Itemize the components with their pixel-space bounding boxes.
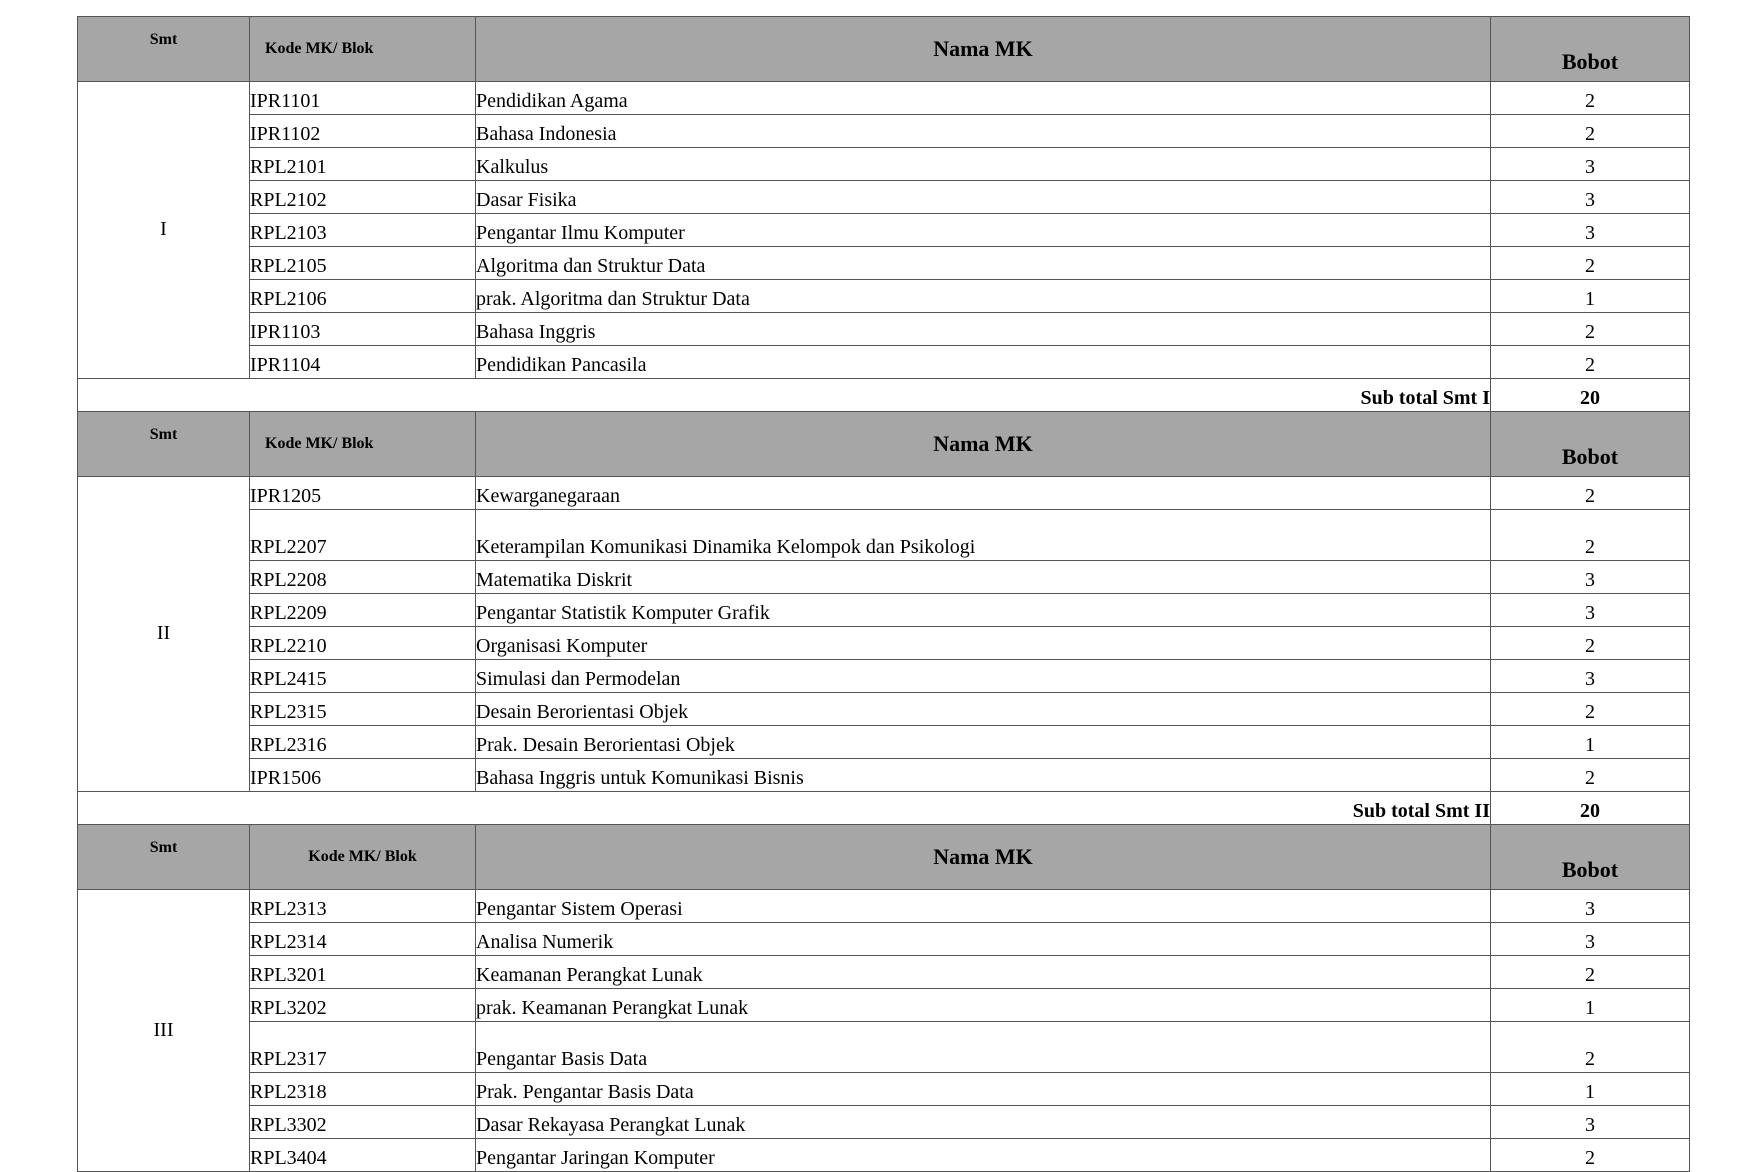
course-credit-cell: 2 (1491, 693, 1690, 726)
course-name-cell: Pengantar Basis Data (476, 1022, 1491, 1073)
semester-cell: I (78, 82, 250, 379)
course-credit-cell: 2 (1491, 115, 1690, 148)
course-credit-cell: 3 (1491, 923, 1690, 956)
subtotal-label: Sub total Smt I (78, 379, 1491, 412)
course-code-cell: RPL2314 (250, 923, 476, 956)
header-smt: Smt (78, 825, 250, 890)
course-code-cell: RPL2317 (250, 1022, 476, 1073)
header-kode: Kode MK/ Blok (250, 17, 476, 82)
table-row (78, 1139, 1690, 1172)
course-name-cell: Pengantar Statistik Komputer Grafik (476, 594, 1491, 627)
course-credit-cell: 2 (1491, 627, 1690, 660)
semester-cell: III (78, 890, 250, 1172)
course-code-cell: RPL2313 (250, 890, 476, 923)
table-header-row (78, 825, 1690, 890)
course-name-cell: Prak. Pengantar Basis Data (476, 1073, 1491, 1106)
course-name-cell: Bahasa Inggris untuk Komunikasi Bisnis (476, 759, 1491, 792)
course-name-cell: Pengantar Sistem Operasi (476, 890, 1491, 923)
header-bobot: Bobot (1491, 17, 1690, 82)
course-credit-cell: 2 (1491, 247, 1690, 280)
course-credit-cell: 3 (1491, 890, 1690, 923)
header-kode: Kode MK/ Blok (250, 825, 476, 890)
table-row (78, 115, 1690, 148)
table-row (78, 148, 1690, 181)
course-code-cell: RPL2207 (250, 510, 476, 561)
table-row (78, 1073, 1690, 1106)
course-code-cell: IPR1104 (250, 346, 476, 379)
table-row (78, 660, 1690, 693)
course-name-cell: Simulasi dan Permodelan (476, 660, 1491, 693)
course-name-cell: Bahasa Indonesia (476, 115, 1491, 148)
subtotal-row (78, 792, 1690, 825)
course-name-cell: Matematika Diskrit (476, 561, 1491, 594)
course-name-cell: Pendidikan Pancasila (476, 346, 1491, 379)
table-row (78, 759, 1690, 792)
header-nama: Nama MK (476, 17, 1491, 82)
course-name-cell: Organisasi Komputer (476, 627, 1491, 660)
course-name-cell: Keterampilan Komunikasi Dinamika Kelompok dan Psikologi (476, 510, 1491, 561)
table-row (78, 627, 1690, 660)
course-code-cell: RPL3201 (250, 956, 476, 989)
course-name-cell: Desain Berorientasi Objek (476, 693, 1491, 726)
table-header-row (78, 17, 1690, 82)
course-code-cell: RPL2209 (250, 594, 476, 627)
header-kode: Kode MK/ Blok (250, 412, 476, 477)
course-code-cell: RPL3302 (250, 1106, 476, 1139)
course-table (77, 16, 1690, 1172)
course-name-cell: prak. Algoritma dan Struktur Data (476, 280, 1491, 313)
table-row (78, 693, 1690, 726)
subtotal-value: 20 (1491, 379, 1690, 412)
course-code-cell: IPR1101 (250, 82, 476, 115)
course-code-cell: RPL2101 (250, 148, 476, 181)
table-row (78, 561, 1690, 594)
course-code-cell: IPR1205 (250, 477, 476, 510)
course-credit-cell: 3 (1491, 594, 1690, 627)
table-row (78, 956, 1690, 989)
subtotal-row (78, 379, 1690, 412)
table-row (78, 181, 1690, 214)
course-credit-cell: 1 (1491, 989, 1690, 1022)
table-row (78, 726, 1690, 759)
table-row (78, 989, 1690, 1022)
table-header-row (78, 412, 1690, 477)
header-smt: Smt (78, 412, 250, 477)
course-credit-cell: 2 (1491, 346, 1690, 379)
course-name-cell: Bahasa Inggris (476, 313, 1491, 346)
course-credit-cell: 2 (1491, 510, 1690, 561)
course-name-cell: Kalkulus (476, 148, 1491, 181)
course-code-cell: RPL3404 (250, 1139, 476, 1172)
subtotal-label: Sub total Smt II (78, 792, 1491, 825)
header-nama: Nama MK (476, 412, 1491, 477)
course-name-cell: Analisa Numerik (476, 923, 1491, 956)
course-code-cell: RPL2102 (250, 181, 476, 214)
table-row (78, 82, 1690, 115)
course-name-cell: Keamanan Perangkat Lunak (476, 956, 1491, 989)
course-code-cell: RPL2208 (250, 561, 476, 594)
course-credit-cell: 3 (1491, 181, 1690, 214)
course-code-cell: RPL2210 (250, 627, 476, 660)
header-nama: Nama MK (476, 825, 1491, 890)
table-row (78, 214, 1690, 247)
table-row (78, 280, 1690, 313)
course-credit-cell: 2 (1491, 313, 1690, 346)
course-name-cell: Prak. Desain Berorientasi Objek (476, 726, 1491, 759)
course-name-cell: prak. Keamanan Perangkat Lunak (476, 989, 1491, 1022)
course-credit-cell: 2 (1491, 1022, 1690, 1073)
table-row (78, 923, 1690, 956)
course-name-cell: Pendidikan Agama (476, 82, 1491, 115)
course-code-cell: IPR1506 (250, 759, 476, 792)
course-credit-cell: 3 (1491, 1106, 1690, 1139)
course-code-cell: RPL2106 (250, 280, 476, 313)
course-credit-cell: 2 (1491, 1139, 1690, 1172)
header-bobot: Bobot (1491, 825, 1690, 890)
course-code-cell: RPL2318 (250, 1073, 476, 1106)
course-code-cell: RPL2415 (250, 660, 476, 693)
subtotal-value: 20 (1491, 792, 1690, 825)
header-bobot: Bobot (1491, 412, 1690, 477)
table-row (78, 313, 1690, 346)
course-credit-cell: 3 (1491, 214, 1690, 247)
course-credit-cell: 1 (1491, 726, 1690, 759)
semester-cell: II (78, 477, 250, 792)
course-code-cell: RPL2315 (250, 693, 476, 726)
course-credit-cell: 2 (1491, 956, 1690, 989)
table-row (78, 247, 1690, 280)
table-row (78, 890, 1690, 923)
table-row (78, 346, 1690, 379)
course-name-cell: Pengantar Jaringan Komputer (476, 1139, 1491, 1172)
header-smt: Smt (78, 17, 250, 82)
course-code-cell: IPR1103 (250, 313, 476, 346)
table-row (78, 1106, 1690, 1139)
course-name-cell: Kewarganegaraan (476, 477, 1491, 510)
course-credit-cell: 3 (1491, 660, 1690, 693)
course-credit-cell: 2 (1491, 759, 1690, 792)
course-credit-cell: 2 (1491, 82, 1690, 115)
course-code-cell: IPR1102 (250, 115, 476, 148)
course-credit-cell: 3 (1491, 148, 1690, 181)
course-name-cell: Dasar Fisika (476, 181, 1491, 214)
course-name-cell: Pengantar Ilmu Komputer (476, 214, 1491, 247)
course-name-cell: Algoritma dan Struktur Data (476, 247, 1491, 280)
table-row (78, 477, 1690, 510)
table-row (78, 510, 1690, 561)
course-code-cell: RPL2103 (250, 214, 476, 247)
course-credit-cell: 1 (1491, 280, 1690, 313)
course-credit-cell: 1 (1491, 1073, 1690, 1106)
course-credit-cell: 3 (1491, 561, 1690, 594)
course-credit-cell: 2 (1491, 477, 1690, 510)
course-code-cell: RPL2316 (250, 726, 476, 759)
course-code-cell: RPL3202 (250, 989, 476, 1022)
course-name-cell: Dasar Rekayasa Perangkat Lunak (476, 1106, 1491, 1139)
course-table-body (78, 17, 1690, 1172)
course-code-cell: RPL2105 (250, 247, 476, 280)
table-row (78, 594, 1690, 627)
table-row (78, 1022, 1690, 1073)
